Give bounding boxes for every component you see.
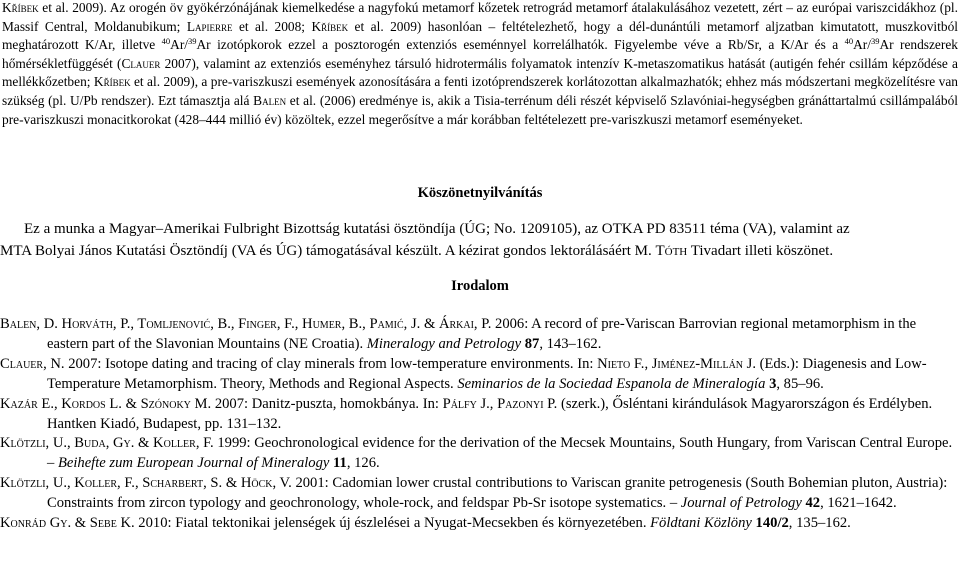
- superscript: 39: [870, 36, 880, 47]
- reference-editors: Nieto F., Jiménez-Millán J.: [597, 355, 756, 372]
- reference-journal: Seminarios de la Sociedad Espanola de Mineralogía: [457, 375, 766, 392]
- reference-item: [0, 395, 958, 435]
- reference-volume: 140/2: [755, 515, 789, 532]
- paragraph-text: Szlavóniai-hegységben gránáttartalmú csillámpalából pre-variszkuszi monacitkorokat (428–444 millió év) közöltek, ezzel megerősítve a már: [2, 92, 958, 127]
- reference-text: 2001: Cadomian lower crustal contributions to Variscan granite petrogenesis (South Bohemian pluton, Austria): Constraints from zircon typology and geochronology, whole-rock, and feldspar Pb-Sr isotope systematics. –: [47, 475, 948, 512]
- reference-volume: 3: [769, 375, 777, 392]
- paragraph-text: Ar/: [853, 37, 871, 53]
- body-paragraph: [2, 0, 958, 129]
- reference-item: [0, 474, 958, 514]
- reference-authors: Kazár E., Kordos L. & Szónoky M.: [0, 395, 212, 412]
- reference-volume: 11: [333, 455, 347, 472]
- reference-editors: Pálfy J., Pazonyi P.: [442, 395, 558, 412]
- reference-pages: , 143–162.: [539, 335, 602, 352]
- reference-authors: Clauer, N.: [0, 355, 65, 372]
- reference-text: 1999: Geochronological evidence for the derivation of the Mecsek Mountains, South Hungary, from Variscan Central Europe. –: [47, 435, 953, 472]
- reference-text: 2007: Isotope dating and tracing of clay minerals from low-temperature environments. In:: [64, 355, 598, 372]
- paragraph-text: extenziós eseményhez társuló hidrotermális folyamatok intenzív K-metaszomatikus hatását (autigén fehér csillám képződése a mellékkőzetben;: [2, 55, 958, 90]
- reference-authors: Balen, D. Horváth, P., Tomljenović, B., Finger, F., Humer, B., Pamić, J. & Árkai, P.: [0, 316, 492, 332]
- reference-journal: Földtani Közlöny: [650, 515, 752, 532]
- reference-authors: Konrád Gy. & Sebe K.: [0, 515, 135, 532]
- paragraph-line: [0, 241, 960, 263]
- reference-item: [0, 355, 958, 395]
- reference-pages: , 126.: [346, 455, 380, 472]
- author-name: Kříbek: [311, 18, 349, 34]
- paragraph-text: et al. 2009). Az orogén öv gyökérzónájának kiemelkedése a nagyfokú metamorf kőzetek retrográd metamorf átalakulásához vezetett,: [38, 0, 759, 15]
- paragraph-text: Tivadart illeti köszönet.: [687, 242, 834, 259]
- reference-text: (Eds.): Diagenesis and Low-Temperature Metamorphism. Theory, Methods and Regional Aspects.: [47, 355, 927, 392]
- reference-volume: 42: [805, 495, 821, 512]
- author-name: Kříbek: [93, 74, 131, 90]
- paragraph-text: et al. 2009), a pre-variszkuszi események azonosítására a fenti izotóprendszerek korlátozottan alkalmazhatók; ehhez más módszertani: [130, 74, 851, 90]
- reference-item: [0, 434, 958, 474]
- author-name: Tóth: [655, 242, 688, 259]
- author-name: Lapierre: [186, 18, 233, 34]
- reference-list: [0, 315, 958, 534]
- superscript: 39: [188, 36, 197, 47]
- superscript: 40: [844, 36, 854, 47]
- reference-text: 2006: A record of pre-Variscan Barrovian regional metamorphism in the eastern part of the Slavonian Mountains (NE Croatia).: [47, 316, 917, 352]
- paragraph-text: et al. (2006) eredménye is, akik a Tisia-terrénum déli részét képviselő: [286, 92, 667, 108]
- author-name: Clauer: [121, 55, 161, 71]
- reference-pages: , 1621–1642.: [820, 495, 897, 512]
- paragraph-text: megközelítésre van szükség (pl. U/Pb rendszer). Ezt támasztja alá: [2, 74, 958, 108]
- references-heading: Irodalom: [451, 278, 509, 294]
- paragraph-text: 2007), valamint az: [160, 55, 267, 71]
- reference-authors: Klötzli, U., Buda, Gy. & Koller, F.: [0, 435, 214, 452]
- reference-pages: , 85–96.: [776, 375, 824, 392]
- paragraph-text: et al. 2009) hasonlóan – feltételezhető, hogy: [348, 18, 611, 34]
- reference-volume: 87: [524, 335, 540, 352]
- reference-text: 2007: Danitz-puszta, homokbánya. In:: [211, 395, 443, 412]
- reference-item: [0, 514, 958, 534]
- reference-item: [0, 315, 958, 355]
- superscript: 40: [161, 36, 171, 47]
- paragraph-text: Ar/: [170, 37, 189, 53]
- paragraph-text: MTA Bolyai János Kutatási Ösztöndíj (VA és ÚG) támogatásával készült. A kézirat gondos lektorálásáért M.: [0, 242, 656, 259]
- reference-pages: , 135–162.: [788, 515, 851, 532]
- reference-journal: Journal of Petrology: [680, 495, 802, 512]
- paragraph-text: Ez a munka a Magyar–Amerikai Fulbright Bizottság kutatási ösztöndíja (ÚG; No. 1209105), az OTKA PD 83511 téma (VA), valamint az: [24, 221, 850, 237]
- reference-journal: Beihefte zum European Journal of Mineralogy: [57, 455, 330, 472]
- paragraph-text: a dél-dunántúli metamorf aljzatban kimutatott, muszkovitból meghatározott K/Ar, illetve: [2, 18, 958, 53]
- paragraph-text: zért – az európai variszcidákhoz (pl. Massif Central, Moldanubikum;: [2, 0, 958, 34]
- paragraph-text: Ar rendszerek hőmérsékletfüggését (: [2, 37, 958, 71]
- paragraph-text: eseménnyel korrelálhatók. Figyelembe véve a Rb/Sr, a K/Ar és a: [463, 37, 845, 53]
- author-name: Kříbek: [2, 0, 39, 15]
- paragraph-text: Ar izotópkorok ezzel a posztorogén extenziós: [196, 37, 457, 53]
- reference-text: 2010: Fiatal tektonikai jelenségek új észlelései a Nyugat-Mecsekben és környezetében.: [134, 515, 651, 532]
- reference-text: (szerk.), Ősléntani kirándulások Magyarországon és Erdélyben. Hantken Kiadó, Budapest, pp. 131–132.: [47, 395, 933, 432]
- reference-authors: Klötzli, U., Koller, F., Scharbert, S. & Höck, V.: [0, 475, 292, 492]
- reference-journal: Mineralogy and Petrology: [366, 335, 522, 352]
- author-name: Balen: [253, 92, 287, 108]
- paragraph-text: korábban feltételezett pre-variszkuszi metamorf eseményeket.: [470, 111, 803, 127]
- acknowledgements-heading: Köszönetnyilvánítás: [417, 185, 543, 201]
- paragraph-text: et al. 2008;: [232, 18, 312, 34]
- acknowledgements-text: [0, 219, 960, 262]
